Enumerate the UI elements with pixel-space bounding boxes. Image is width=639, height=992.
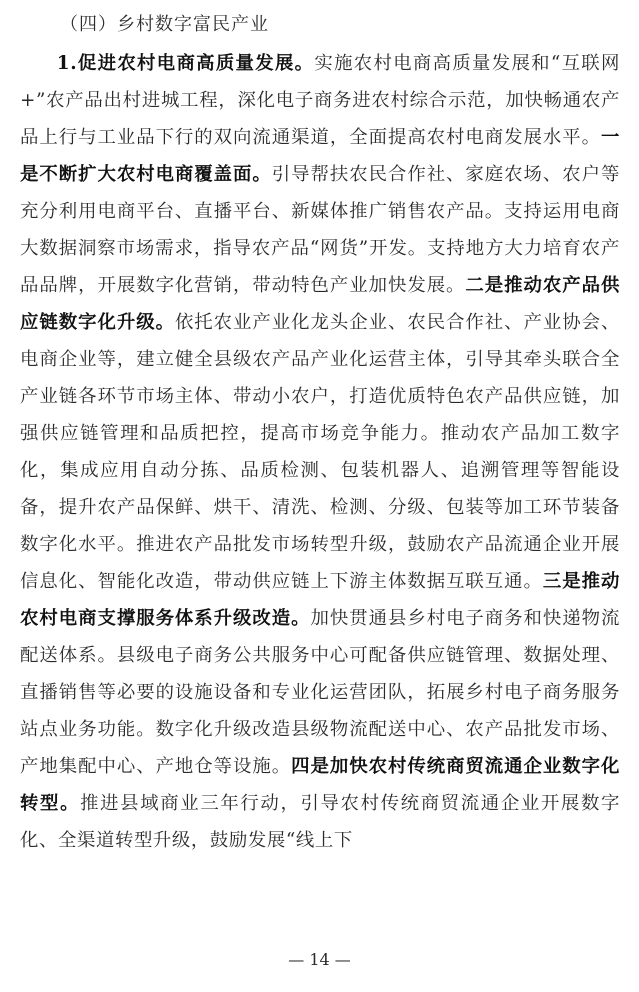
paragraph-text: 推进县域商业三年行动，引导农村传统商贸流通企业开展数字化、全渠道转型升级，鼓励发展“线上下 (20, 793, 620, 851)
point-one-title: 一是不断扩大农村电商覆盖面。 (20, 127, 620, 185)
paragraph-text: 依托农业产业化龙头企业、农民合作社、产业协会、电商企业等，建立健全县级农产品产业化运营主体，引导其牵头联合全产业链各环节市场主体、带动小农户，打造优质特色农产品供应链，加强供应链管理和品质把控，提高市场竞争能力。推动农产品加工数字化，集成应用自动分拣、品质检测、包装机器人、追溯管理等智能设备，提升农产品保鲜、烘干、清洗、检测、分级、包装等加工环节装备数字化水平。推进农产品批发市场转型升级，鼓励农产品流通企业开展信息化、智能化改造，带动供应链上下游主体数据互联互通。 (20, 312, 620, 592)
paragraph-text: 引导帮扶农民合作社、家庭农场、农户等充分利用电商平台、直播平台、新媒体推广销售农产品。支持运用电商大数据洞察市场需求，指导农产品“网货”开发。支持地方大力培育农产品品牌，开展数字化营销，带动特色产业加快发展。 (20, 164, 620, 296)
point-four-title: 四是加快农村传统商贸流通企业数字化转型。 (20, 756, 620, 814)
paragraph-text: 实施农村电商高质量发展和“互联网+”农产品出村进城工程，深化电子商务进农村综合示范，加快畅通农产品上行与工业品下行的双向流通渠道，全面提高农村电商发展水平。 (20, 53, 620, 148)
page-number: — 14 — (288, 950, 351, 969)
paragraph-text: 加快贯通县乡村电子商务和快递物流配送体系。县级电子商务公共服务中心可配备供应链管理、数据处理、直播销售等必要的设施设备和专业化运营团队，拓展乡村电子商务服务站点业务功能。数字化升级改造县级物流配送中心、农产品批发市场、产地集配中心、产地仓等设施。 (20, 608, 620, 777)
point-two-title: 二是推动农产品供应链数字化升级。 (20, 275, 620, 333)
body-paragraph (20, 45, 620, 859)
point-three-title: 三是推动农村电商支撑服务体系升级改造。 (20, 571, 620, 629)
section-heading: （四）乡村数字富民产业 (60, 14, 269, 35)
subsection-title: 1.促进农村电商高质量发展。 (56, 53, 315, 74)
